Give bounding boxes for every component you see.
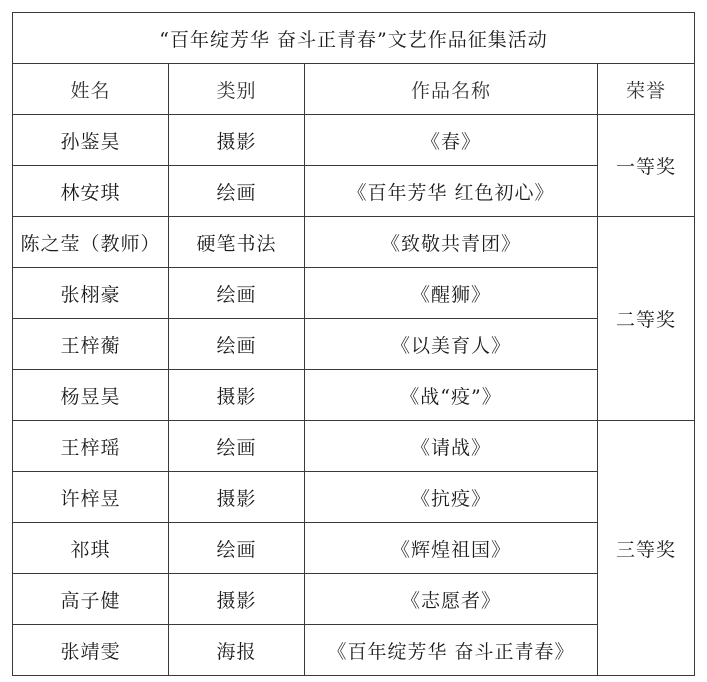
cell-name: 孙鉴昊 bbox=[13, 115, 169, 166]
header-work: 作品名称 bbox=[305, 64, 598, 115]
title-row bbox=[13, 13, 695, 64]
honor-first: 一等奖 bbox=[598, 115, 695, 217]
table-row bbox=[13, 574, 695, 625]
cell-work: 《战“疫”》 bbox=[305, 370, 598, 421]
cell-name: 王梓瑶 bbox=[13, 421, 169, 472]
cell-name: 高子健 bbox=[13, 574, 169, 625]
cell-category: 绘画 bbox=[169, 166, 305, 217]
cell-category: 硬笔书法 bbox=[169, 217, 305, 268]
cell-category: 摄影 bbox=[169, 574, 305, 625]
header-row bbox=[13, 64, 695, 115]
table-row bbox=[13, 115, 695, 166]
cell-name: 张栩豪 bbox=[13, 268, 169, 319]
table-row bbox=[13, 472, 695, 523]
cell-work: 《抗疫》 bbox=[305, 472, 598, 523]
cell-work: 《百年芳华 红色初心》 bbox=[305, 166, 598, 217]
table-row bbox=[13, 370, 695, 421]
cell-name: 张靖雯 bbox=[13, 625, 169, 676]
cell-work: 《请战》 bbox=[305, 421, 598, 472]
cell-category: 绘画 bbox=[169, 523, 305, 574]
cell-category: 摄影 bbox=[169, 115, 305, 166]
cell-work: 《百年绽芳华 奋斗正青春》 bbox=[305, 625, 598, 676]
cell-work: 《醒狮》 bbox=[305, 268, 598, 319]
table-row bbox=[13, 319, 695, 370]
table-row bbox=[13, 166, 695, 217]
header-name: 姓名 bbox=[13, 64, 169, 115]
cell-name: 祁琪 bbox=[13, 523, 169, 574]
awards-table bbox=[12, 12, 695, 676]
cell-name: 陈之莹（教师） bbox=[13, 217, 169, 268]
cell-category: 绘画 bbox=[169, 268, 305, 319]
cell-work: 《以美育人》 bbox=[305, 319, 598, 370]
cell-name: 王梓蘅 bbox=[13, 319, 169, 370]
table-row bbox=[13, 523, 695, 574]
honor-second: 二等奖 bbox=[598, 217, 695, 421]
header-category: 类别 bbox=[169, 64, 305, 115]
cell-name: 林安琪 bbox=[13, 166, 169, 217]
table-row bbox=[13, 217, 695, 268]
table-row bbox=[13, 268, 695, 319]
table-row bbox=[13, 625, 695, 676]
cell-category: 绘画 bbox=[169, 319, 305, 370]
cell-category: 摄影 bbox=[169, 370, 305, 421]
cell-name: 杨昱昊 bbox=[13, 370, 169, 421]
cell-category: 绘画 bbox=[169, 421, 305, 472]
cell-work: 《致敬共青团》 bbox=[305, 217, 598, 268]
cell-work: 《辉煌祖国》 bbox=[305, 523, 598, 574]
header-honor: 荣誉 bbox=[598, 64, 695, 115]
cell-work: 《春》 bbox=[305, 115, 598, 166]
honor-third: 三等奖 bbox=[598, 421, 695, 676]
table-title: “百年绽芳华 奋斗正青春”文艺作品征集活动 bbox=[13, 13, 695, 64]
cell-category: 海报 bbox=[169, 625, 305, 676]
cell-name: 许梓昱 bbox=[13, 472, 169, 523]
cell-category: 摄影 bbox=[169, 472, 305, 523]
cell-work: 《志愿者》 bbox=[305, 574, 598, 625]
table-row bbox=[13, 421, 695, 472]
